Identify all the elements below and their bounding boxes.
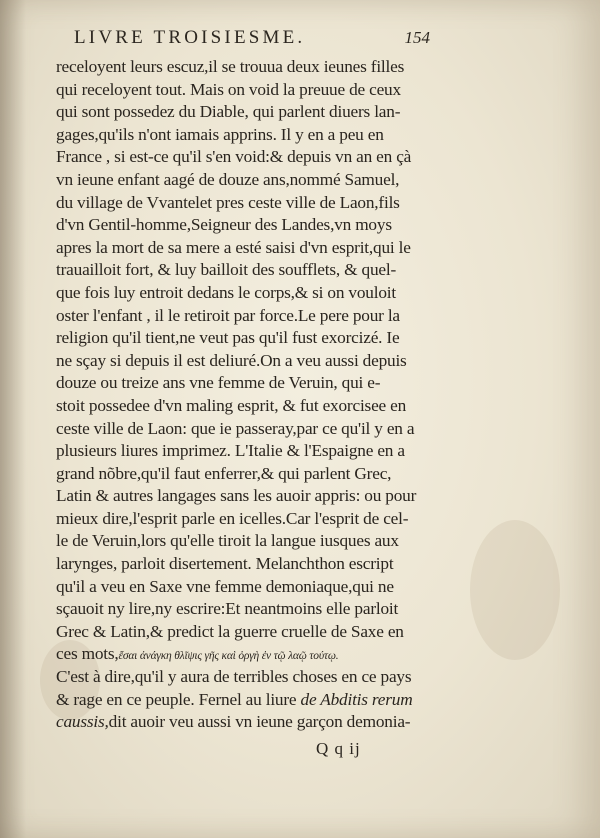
text-line: larynges, parloit disertement. Melanchthon escript [56, 554, 394, 574]
greek-quote: ἔσαι ἀνάγκη θλῖψις γῆς καὶ ὀργὴ ἐν τῷ λαῷ τούτῳ. [118, 650, 339, 663]
text-line: stoit possedee d'vn maling esprit, & fut exorcisee en [56, 395, 407, 415]
text-line-with-title [56, 689, 436, 712]
paper-stain [470, 520, 560, 660]
text-line: France , si est-ce qu'il s'en void:& depuis vn an en çà [56, 147, 412, 167]
page-number: 154 [404, 28, 430, 47]
text-line: C'est à dire,qu'il y aura de terribles choses en ce pays [56, 667, 412, 687]
text-line: plusieurs liures imprimez. L'Italie & l'Espaigne en a [56, 441, 405, 461]
text-line: vn ieune enfant aagé de douze ans,nommé Samuel, [56, 169, 400, 189]
text-line: grand nõbre,qu'il faut enferrer,& qui parlent Grec, [56, 463, 392, 483]
text-line: du village de Vvantelet pres ceste ville de Laon,fils [56, 192, 400, 212]
text-line: qui receloyent tout. Mais on void la preuue de ceux [56, 79, 401, 99]
text-line-with-title [56, 711, 436, 734]
text-line: ceste ville de Laon: que ie passeray,par ce qu'il y en a [56, 418, 415, 438]
text-line: le de Veruin,lors qu'elle tiroit la langue iusques aux [56, 531, 399, 551]
spine-shadow [0, 0, 26, 838]
text-line: Grec & Latin,& predict la guerre cruelle de Saxe en [56, 621, 404, 641]
text-line: qui sont possedez du Diable, qui parlent diuers lan- [56, 102, 401, 122]
body-text [56, 56, 436, 734]
running-head: LIVRE TROISIESME. [74, 27, 306, 48]
greek-line-prefix: ces mots, [56, 644, 119, 664]
text-line: ne sçay si depuis il est deliuré.On a veu aussi depuis [56, 350, 407, 370]
text-line: trauailloit fort, & luy bailloit des soufflets, & quel- [56, 260, 397, 280]
text-line: qu'il a veu en Saxe vne femme demoniaque,qui ne [56, 576, 394, 596]
text-line: Latin & autres langages sans les auoir appris: ou pour [56, 486, 417, 506]
greek-quote-line [56, 643, 436, 666]
text-line: mieux dire,l'esprit parle en icelles.Car l'esprit de cel- [56, 508, 409, 528]
text-line: receloyent leurs escuz,il se trouua deux ieunes filles [56, 57, 405, 76]
text-line: apres la mort de sa mere a esté saisi d'vn esprit,qui le [56, 237, 411, 257]
text-fragment: & rage en ce peuple. Fernel au liure [56, 689, 301, 709]
book-title-italic: de Abditis rerum [300, 689, 413, 709]
text-line: sçauoit ny lire,ny escrire:Et neantmoins elle parloit [56, 599, 399, 619]
text-line: oster l'enfant , il le retiroit par force.Le pere pour la [56, 305, 400, 325]
text-line: douze ou treize ans vne femme de Veruin, qui e- [56, 373, 381, 393]
page-header [60, 27, 430, 51]
book-title-italic-cont: caussis, [56, 712, 109, 732]
text-line: d'vn Gentil-homme,Seigneur des Landes,vn moys [56, 215, 392, 235]
text-fragment: dit auoir veu aussi vn ieune garçon demonia- [108, 712, 411, 732]
text-line: religion qu'il tient,ne veut pas qu'il fust exorcizé. Ie [56, 328, 400, 348]
text-line: que fois luy entroit dedans le corps,& si on vouloit [56, 282, 396, 302]
text-line: gages,qu'ils n'ont iamais apprins. Il y en a peu en [56, 124, 384, 144]
signature-mark: Q q ij [316, 739, 361, 758]
